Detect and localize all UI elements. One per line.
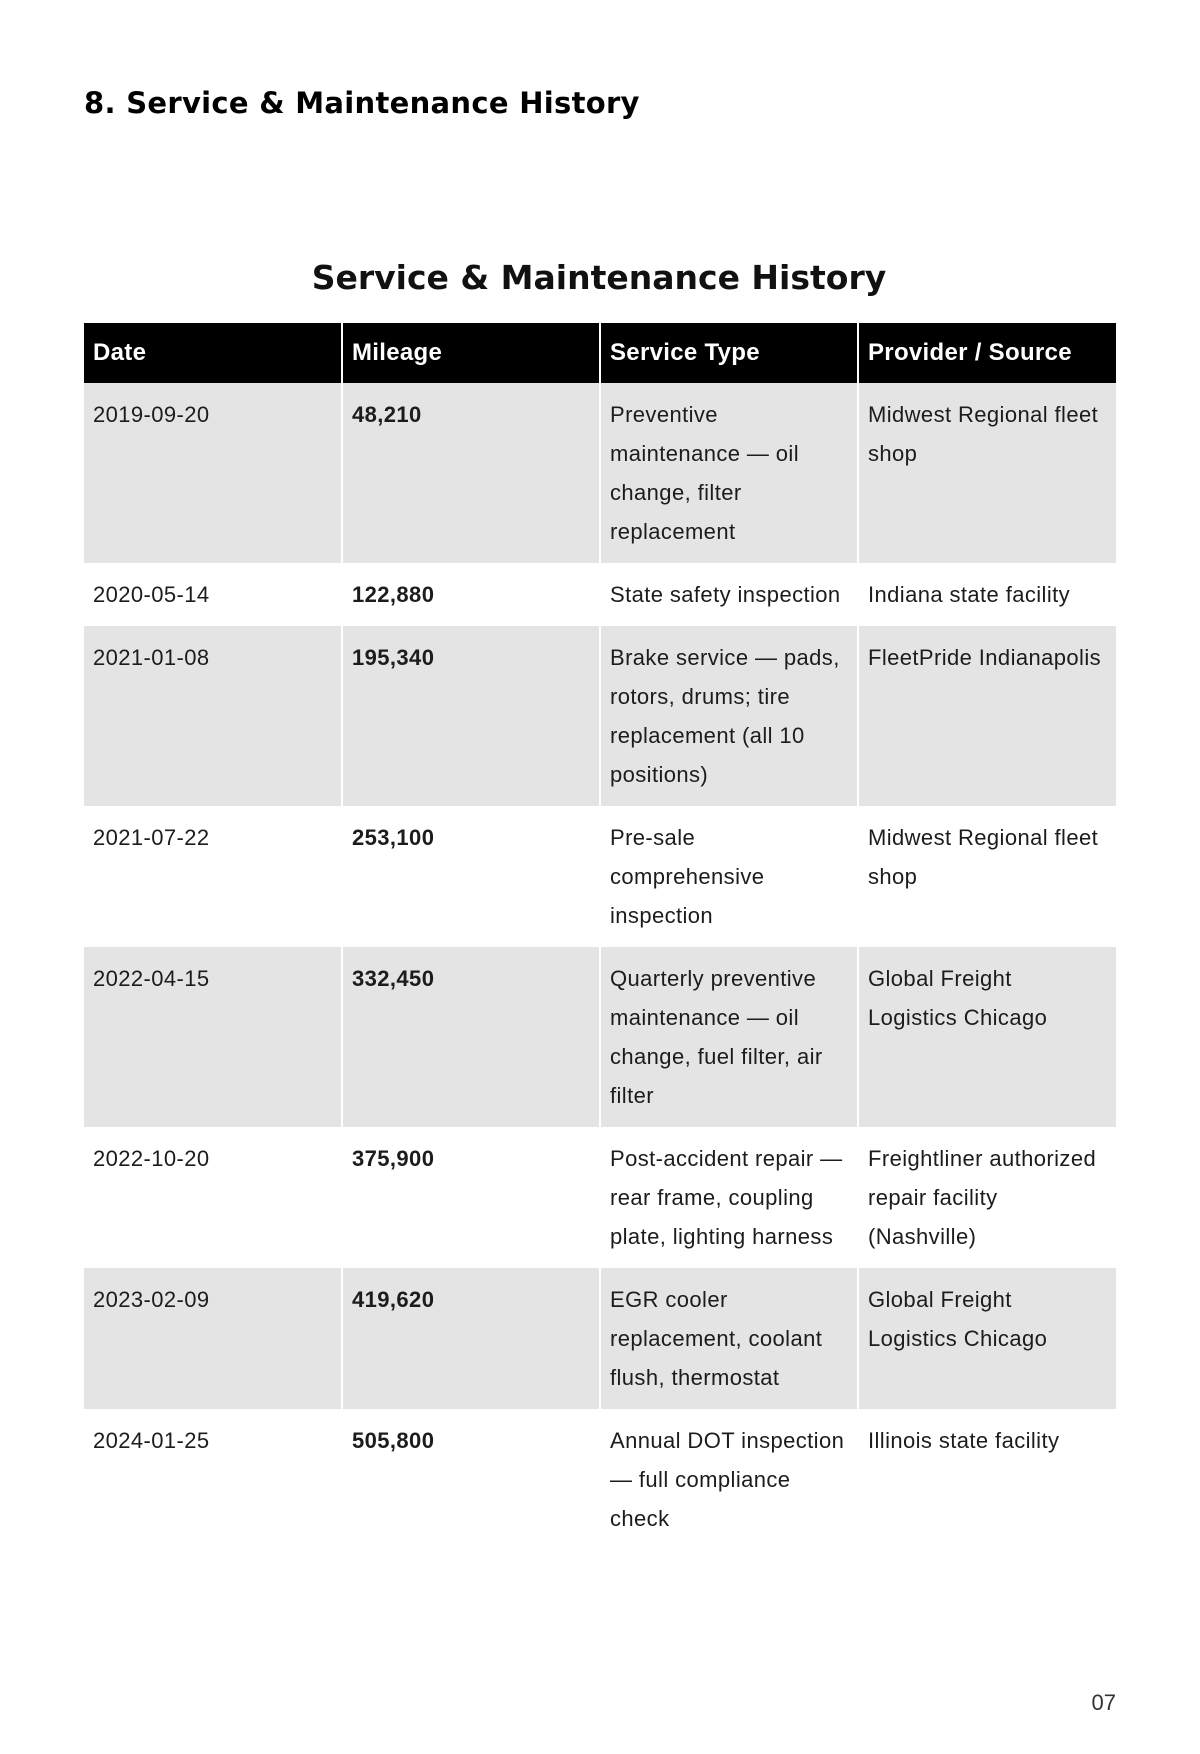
header-provider: Provider / Source	[858, 323, 1116, 383]
cell-mileage: 505,800	[342, 1409, 600, 1550]
service-history-table	[84, 323, 1116, 1550]
table-row	[84, 947, 1116, 1127]
table-title: Service & Maintenance History	[311, 258, 887, 297]
cell-provider: Global Freight Logistics Chicago	[858, 947, 1116, 1127]
cell-provider: Illinois state facility	[858, 1409, 1116, 1550]
cell-date: 2021-07-22	[84, 806, 342, 947]
cell-date: 2019-09-20	[84, 383, 342, 563]
cell-service-type: EGR cooler replacement, coolant flush, thermostat	[600, 1268, 858, 1409]
table-row	[84, 383, 1116, 563]
table-row	[84, 1127, 1116, 1268]
cell-mileage: 253,100	[342, 806, 600, 947]
cell-service-type: Annual DOT inspection — full compliance check	[600, 1409, 858, 1550]
cell-date: 2023-02-09	[84, 1268, 342, 1409]
cell-service-type: State safety inspection	[600, 563, 858, 626]
cell-provider: Global Freight Logistics Chicago	[858, 1268, 1116, 1409]
cell-date: 2021-01-08	[84, 626, 342, 806]
cell-date: 2020-05-14	[84, 563, 342, 626]
cell-mileage: 48,210	[342, 383, 600, 563]
cell-provider: FleetPride Indianapolis	[858, 626, 1116, 806]
cell-service-type: Quarterly preventive maintenance — oil change, fuel filter, air filter	[600, 947, 858, 1127]
cell-service-type: Brake service — pads, rotors, drums; tire replacement (all 10 positions)	[600, 626, 858, 806]
page-number: 07	[1091, 1690, 1116, 1715]
table-row	[84, 626, 1116, 806]
cell-date: 2022-04-15	[84, 947, 342, 1127]
table-header-row	[84, 323, 1116, 383]
table-row	[84, 1268, 1116, 1409]
cell-mileage: 122,880	[342, 563, 600, 626]
cell-provider: Freightliner authorized repair facility (Nashville)	[858, 1127, 1116, 1268]
cell-mileage: 375,900	[342, 1127, 600, 1268]
cell-provider: Midwest Regional fleet shop	[858, 383, 1116, 563]
header-mileage: Mileage	[342, 323, 600, 383]
cell-date: 2022-10-20	[84, 1127, 342, 1268]
cell-service-type: Pre-sale comprehensive inspection	[600, 806, 858, 947]
cell-service-type: Preventive maintenance — oil change, filter replacement	[600, 383, 858, 563]
cell-provider: Midwest Regional fleet shop	[858, 806, 1116, 947]
table-row	[84, 1409, 1116, 1550]
table-row	[84, 563, 1116, 626]
section-heading: 8. Service & Maintenance History	[84, 86, 640, 120]
header-service-type: Service Type	[600, 323, 858, 383]
cell-provider: Indiana state facility	[858, 563, 1116, 626]
table-row	[84, 806, 1116, 947]
cell-date: 2024-01-25	[84, 1409, 342, 1550]
cell-mileage: 332,450	[342, 947, 600, 1127]
header-date: Date	[84, 323, 342, 383]
cell-service-type: Post-accident repair — rear frame, coupling plate, lighting harness	[600, 1127, 858, 1268]
cell-mileage: 195,340	[342, 626, 600, 806]
cell-mileage: 419,620	[342, 1268, 600, 1409]
